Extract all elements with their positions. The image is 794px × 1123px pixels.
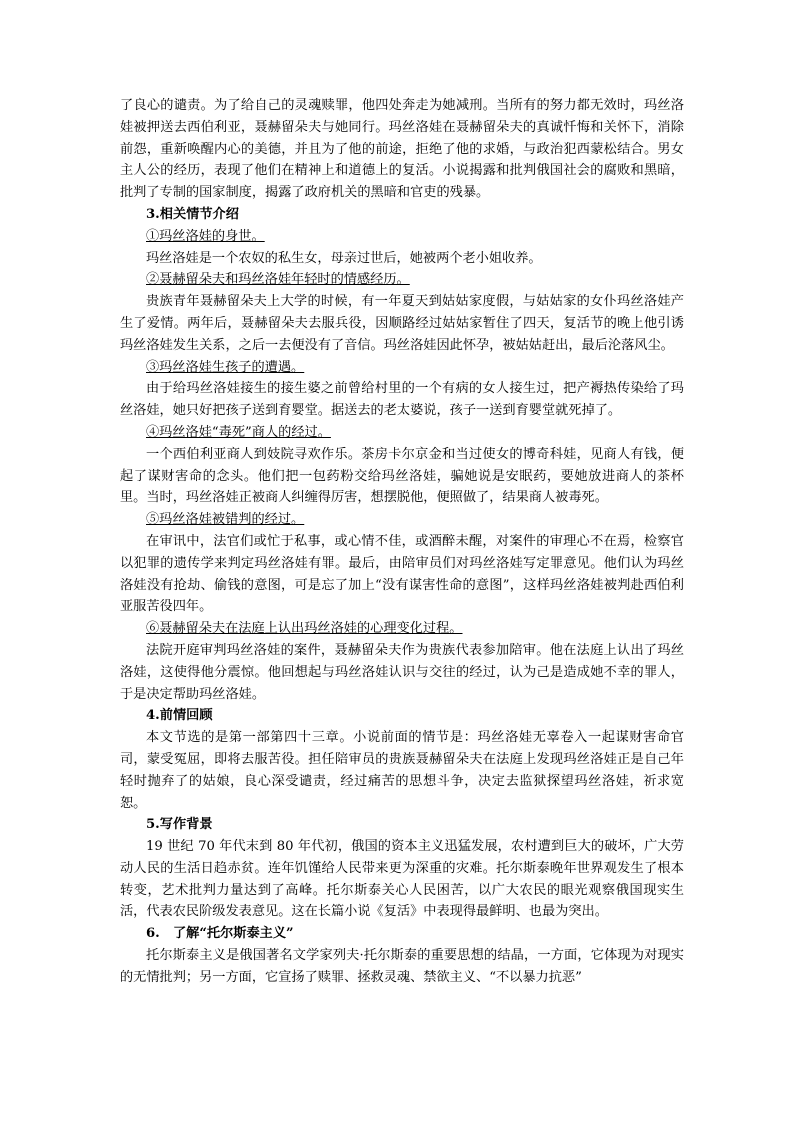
heading-related-plot: 3.相关情节介绍 [146,206,239,222]
paragraph-6: 法院开庭审判玛丝洛娃的案件，聂赫留朵夫作为贵族代表参加陪审。他在法庭上认出了玛丝洛娃，这使得他分震惊。他回想起与玛丝洛娃认识与交往的经过，认为己是造成她不幸的罪人，于是决定帮助玛丝洛娃。 [120,642,684,702]
paragraph-intro: 了良心的谴责。为了给自己的灵魂赎罪，他四处奔走为她减刑。当所有的努力都无效时，玛丝洛娃被押送去西伯利亚，聂赫留朵夫与她同行。玛丝洛娃在聂赫留朵夫的真诚忏悔和关怀下，消除前怨，重新唤醒内心的美德，并且为了他的前途，拒绝了他的求婚，与政治犯西蒙松结合。男女主人公的经历，表现了他们在精神上和道德上的复活。小说揭露和批判俄国社会的腐败和黑暗，批判了专制的国家制度，揭露了政府机关的黑暗和官吏的残暴。 [120,98,684,201]
paragraph-3: 由于给玛丝洛娃接生的接生婆之前曾给村里的一个有病的女人接生过，把产褥热传染给了玛丝洛娃，她只好把孩子送到育婴堂。据送去的老太婆说，孩子一送到育婴堂就死掉了。 [120,381,684,419]
subheading-3: ③玛丝洛娃生孩子的遭遇。 [146,359,305,375]
paragraph-1: 玛丝洛娃是一个农奴的私生女，母亲过世后，她被两个老小姐收养。 [146,250,542,266]
paragraph-4: 一个西伯利亚商人到妓院寻欢作乐。茶房卡尔京金和当过使女的博奇科娃，见商人有钱，便起了谋财害命的念头。他们把一包药粉交给玛丝洛娃，骗她说是安眠药，要她放进商人的茶杯里。当时，玛丝洛娃正被商人纠缠得厉害，想摆脱他，便照做了，结果商人被毒死。 [120,446,684,506]
paragraph-2: 贵族青年聂赫留朵夫上大学的时候，有一年夏天到姑姑家度假，与姑姑家的女仆玛丝洛娃产生了爱情。两年后，聂赫留朵夫去服兵役，因顺路经过姑姑家暂住了四天，复活节的晚上他引诱玛丝洛娃发生关系，之后一去便没有了音信。玛丝洛娃因此怀孕，被姑姑赶出，最后沦落风尘。 [120,294,684,353]
paragraph-5: 在审讯中，法官们或忙于私事，或心情不佳，或酒醉未醒，对案件的审理心不在焉，检察官以犯罪的遗传学来判定玛丝洛娃有罪。最后，由陪审员们对玛丝洛娃写定罪意见。他们认为玛丝洛娃没有抢劫、偷钱的意图，可是忘了加上“没有谋害性命的意图”，这样玛丝洛娃被判赴西伯利亚服苦役四年。 [120,533,684,615]
document-page [120,95,684,989]
subheading-4: ④玛丝洛娃“毒死”商人的经过。 [146,424,331,440]
heading-writing-background: 5.写作背景 [146,817,213,833]
heading-previous-plot: 4.前情回顾 [146,708,213,724]
paragraph-9: 托尔斯泰主义是俄国著名文学家列夫·托尔斯泰的重要思想的结晶，一方面，它体现为对现实的无情批判；另一方面，它宣扬了赎罪、拯救灵魂、禁欲主义、“不以暴力抗恶” [120,948,684,985]
heading-tolstoyism: 6. 了解“托尔斯泰主义” [146,926,294,942]
paragraph-7: 本文节选的是第一部第四十三章。小说前面的情节是：玛丝洛娃无辜卷入一起谋财害命官司，蒙受冤屈，即将去服苦役。担任陪审员的贵族聂赫留朵夫在法庭上发现玛丝洛娃正是自己年轻时抛弃了的姑娘，良心深受谴责，经过痛苦的思想斗争，决定去监狱探望玛丝洛娃，祈求宽恕。 [120,730,684,811]
subheading-6: ⑥聂赫留朵夫在法庭上认出玛丝洛娃的心理变化过程。 [146,621,463,637]
subheading-5: ⑤玛丝洛娃被错判的经过。 [146,512,305,528]
subheading-1: ①玛丝洛娃的身世。 [146,228,265,244]
paragraph-8: 19 世纪 70 年代末到 80 年代初，俄国的资本主义迅猛发展，农村遭到巨大的破坏，广大劳动人民的生活日趋赤贫。连年饥馑给人民带来更为深重的灾难。托尔斯泰晚年世界观发生了根本转变，艺术批判力量达到了高峰。托尔斯泰关心人民困苦，以广大农民的眼光观察俄国现实生活，代表农民阶级发表意见。这在长篇小说《复活》中表现得最鲜明、也最为突出。 [120,839,684,920]
subheading-2: ②聂赫留朵夫和玛丝洛娃年轻时的情感经历。 [146,272,410,288]
